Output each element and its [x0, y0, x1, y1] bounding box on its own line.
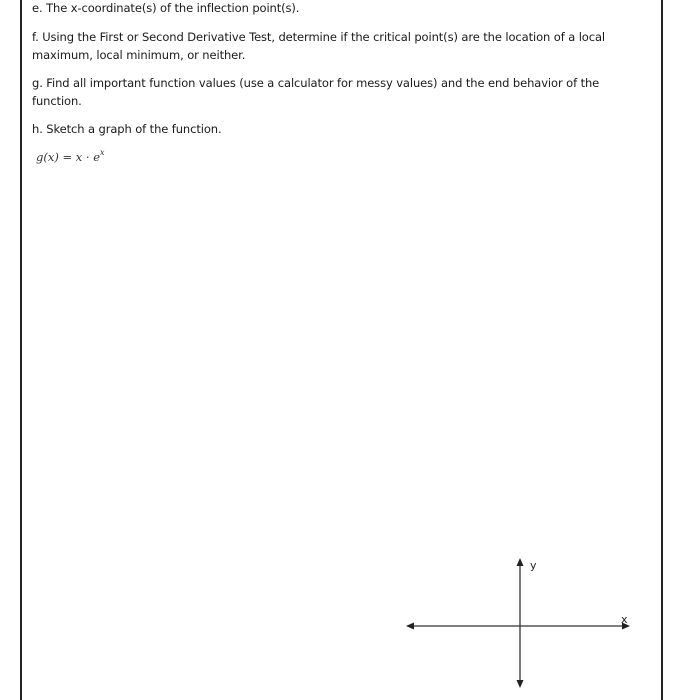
question-e: e. The x-coordinate(s) of the inflection point(s).	[32, 1, 300, 15]
x-axis-left-arrow	[406, 623, 414, 630]
question-h: h. Sketch a graph of the function.	[32, 122, 222, 136]
formula-exponent: x	[100, 148, 105, 157]
question-f: f. Using the First or Second Derivative Test, determine if the critical point(s) are the location of a local maximum, local minimum, or neither.	[32, 30, 606, 62]
y-axis-top-arrow	[517, 558, 524, 566]
y-axis-bottom-arrow	[517, 680, 524, 688]
y-axis-label: y	[530, 559, 537, 572]
question-g: g. Find all important function values (use a calculator for messy values) and the end behavior of the function.	[32, 76, 600, 108]
x-axis-label: x	[621, 613, 628, 626]
formula-base: g(x) = x · e	[36, 150, 101, 164]
